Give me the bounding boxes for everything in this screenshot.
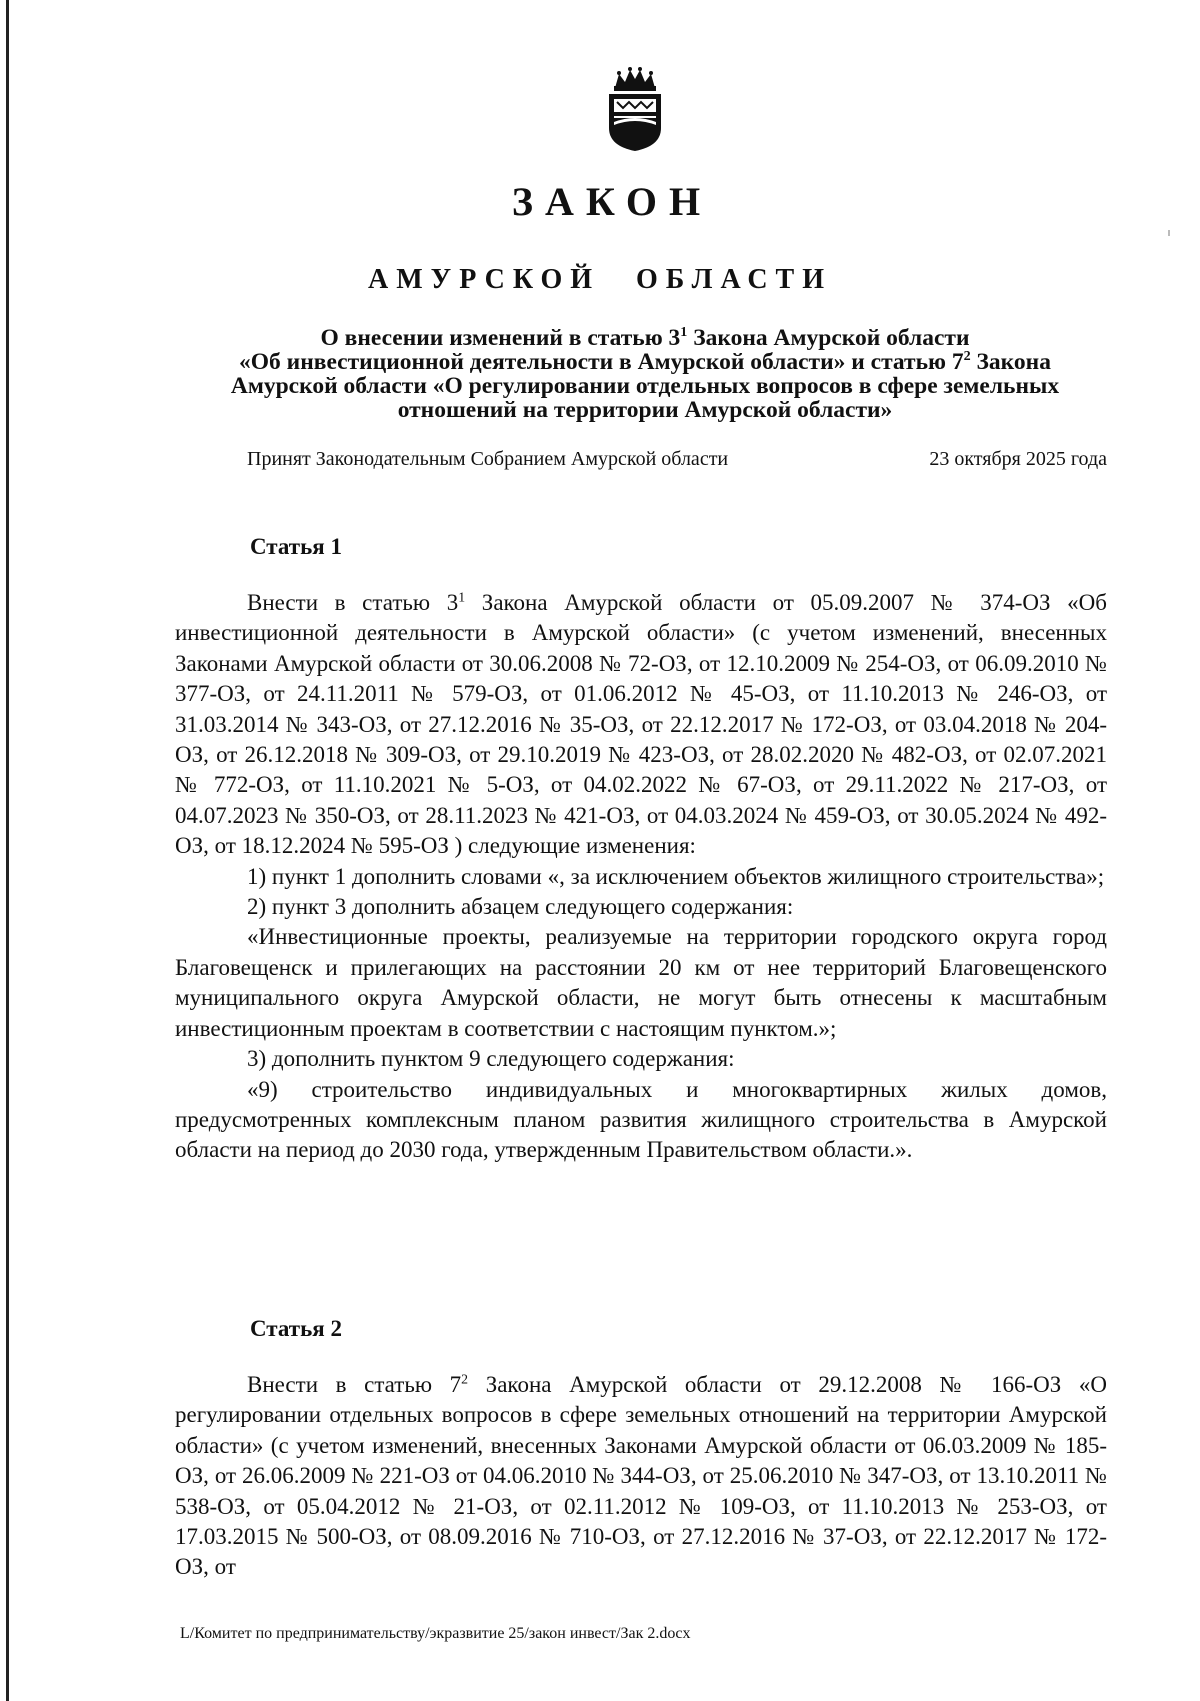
article-2-body (175, 1370, 1107, 1583)
article-1-item-3-quote: «9) строительство индивидуальных и многоквартирных жилых домов, предусмотренных комплексным планом развития жилищного строительства в Амурской области на период до 2030 года, утвержденным Правительством области.». (175, 1076, 1107, 1163)
document-type-title: ЗАКОН (511, 179, 713, 224)
adoption-date: 23 октября 2025 года (929, 448, 1107, 470)
amur-region-emblem-icon (605, 66, 665, 152)
subject-line-2: «Об инвестиционной деятельности в Амурской области» и статью $7^2$ Закона (239, 348, 1051, 375)
adoption-text: Принят Законодательным Собранием Амурской области (247, 448, 729, 470)
subject-line-4: отношений на территории Амурской области» (397, 397, 893, 423)
scan-speck (1168, 230, 1170, 236)
article-2-heading: Статья 2 (250, 1316, 342, 1341)
law-subject-title (180, 326, 1110, 422)
subject-line-3: Амурской области «О регулировании отдельных вопросов в сфере земельных (230, 373, 1060, 399)
article-2-intro: Внести в статью $7^2$ Закона Амурской области от 29.12.2008 № 166-ОЗ «О регулировании отдельных вопросов в сфере земельных отношений на территории Амурской области» (с учетом изменений, внесенных Законами Амурской области от 06.03.2009 № 185-ОЗ, от 26.06.2009 № 221-ОЗ от 04.06.2010 № 344-ОЗ, от 25.06.2010 № 347-ОЗ, от 13.10.2011 № 538-ОЗ, от 05.04.2012 № 21-ОЗ, от 02.11.2012 № 109-ОЗ, от 11.10.2013 № 253-ОЗ, от 17.03.2015 № 500-ОЗ, от 08.09.2016 № 710-ОЗ, от 27.12.2016 № 37-ОЗ, от 22.12.2017 № 172-ОЗ, от (175, 1371, 1107, 1580)
region-word-2: ОБЛАСТИ (636, 264, 832, 295)
article-1-item-3: 3) дополнить пунктом 9 следующего содержания: (247, 1046, 735, 1072)
adoption-line (247, 448, 1107, 471)
article-1-item-2-quote: «Инвестиционные проекты, реализуемые на территории городского округа город Благовещенск и прилегающих на расстоянии 20 км от нее территорий Благовещенского муниципального округа Амурской области, не могут быть отнесены к масштабным инвестиционным проектам в соответствии с настоящим пунктом.»; (175, 924, 1107, 1041)
region-word-1: АМУРСКОЙ (368, 264, 601, 295)
article-1-item-1: 1) пункт 1 дополнить словами «, за исключением объектов жилищного строительства»; (247, 863, 1105, 889)
subject-line-1: О внесении изменений в статью $3^1$ Закона Амурской области (320, 324, 970, 351)
file-path-footer: L/Комитет по предпринимательству/экразвитие 25/закон инвест/Зак 2.docx (180, 1625, 691, 1642)
article-1-item-2: 2) пункт 3 дополнить абзацем следующего содержания: (247, 894, 794, 920)
article-1-body (175, 588, 1107, 1166)
scan-edge-line (6, 0, 9, 1701)
article-1-heading: Статья 1 (250, 534, 342, 559)
region-title (0, 264, 1200, 296)
article-1-intro: Внести в статью $3^1$ Закона Амурской области от 05.09.2007 № 374-ОЗ «Об инвестиционной деятельности в Амурской области» (с учетом изменений, внесенных Законами Амурской области от 30.06.2008 № 72-ОЗ, от 12.10.2009 № 254-ОЗ, от 06.09.2010 № 377-ОЗ, от 24.11.2011 № 579-ОЗ, от 01.06.2012 № 45-ОЗ, от 11.10.2013 № 246-ОЗ, от 31.03.2014 № 343-ОЗ, от 27.12.2016 № 35-ОЗ, от 22.12.2017 № 172-ОЗ, от 03.04.2018 № 204-ОЗ, от 26.12.2018 № 309-ОЗ, от 29.10.2019 № 423-ОЗ, от 28.02.2020 № 482-ОЗ, от 02.07.2021 № 772-ОЗ, от 11.10.2021 № 5-ОЗ, от 04.02.2022 № 67-ОЗ, от 29.11.2022 № 217-ОЗ, от 04.07.2023 № 350-ОЗ, от 28.11.2023 № 421-ОЗ, от 04.03.2024 № 459-ОЗ, от 30.05.2024 № 492-ОЗ, от 18.12.2024 № 595-ОЗ ) следующие изменения: (175, 589, 1107, 859)
